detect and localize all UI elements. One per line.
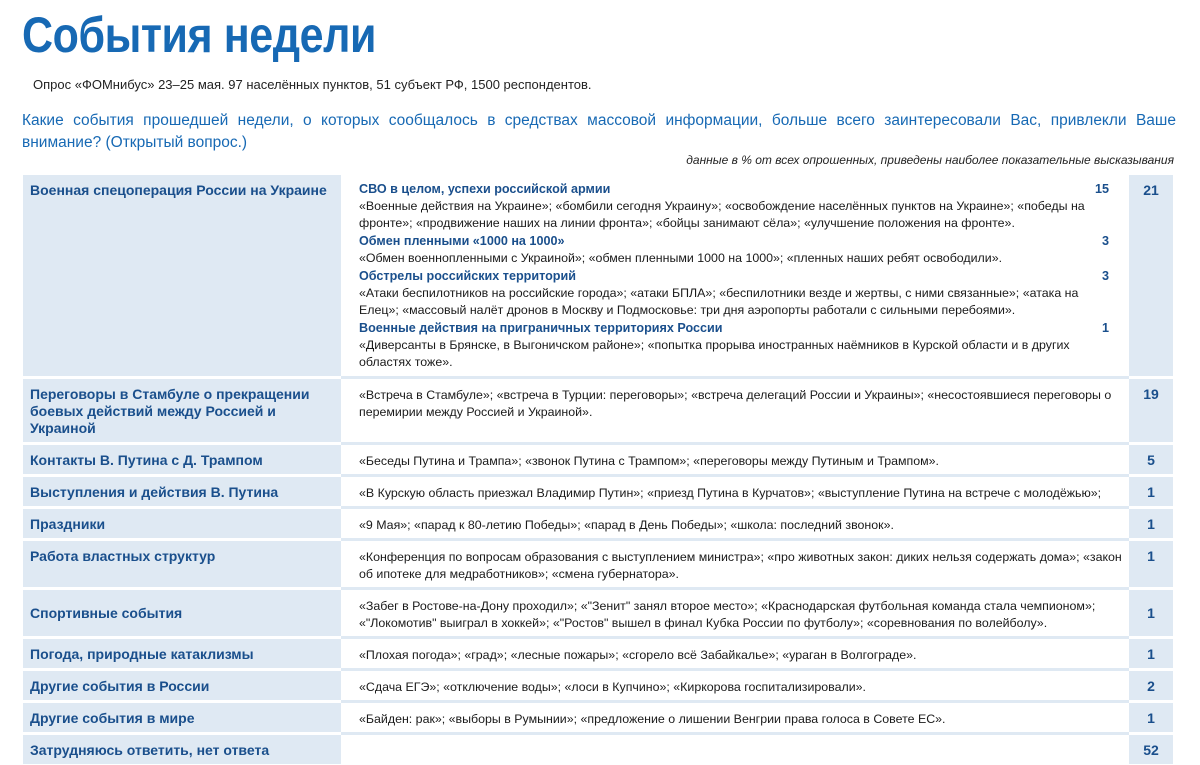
- category-label: Другие события в мире: [23, 703, 341, 735]
- total-value: 5: [1129, 445, 1173, 477]
- table-row: [23, 639, 1173, 671]
- quotes-text: «Беседы Путина и Трампа»; «звонок Путина с Трампом»; «переговоры между Путиным и Трампом».: [341, 445, 1129, 477]
- table-row: [23, 509, 1173, 541]
- subcategory-title: Обстрелы российских территорий: [359, 269, 576, 283]
- subcategory-value: 3: [1101, 234, 1109, 248]
- subcategory-header: [359, 233, 1111, 250]
- details-cell: [341, 175, 1129, 379]
- category-label: Спортивные события: [23, 590, 341, 639]
- survey-info: Опрос «ФОМнибус» 23–25 мая. 97 населённых пунктов, 51 субъект РФ, 1500 респондентов.: [33, 77, 592, 92]
- category-label: Выступления и действия В. Путина: [23, 477, 341, 509]
- category-label: Работа властных структур: [23, 541, 341, 590]
- quotes-text: «Атаки беспилотников на российские города»; «атаки БПЛА»; «беспилотники везде и жертвы, с ними связанные»; «атака на Елец»; «массовый налёт дронов в Москву и Подмосковье: три дня аэропорты работали с сильными перебоями».: [359, 286, 1079, 317]
- subcategory-header: [359, 268, 1111, 285]
- total-value: 1: [1129, 477, 1173, 509]
- category-label: Военная спецоперация России на Украине: [23, 175, 341, 379]
- quotes-text: «Военные действия на Украине»; «бомбили сегодня Украину»; «освобождение населённых пунктов на Украине»; «победы на фронте»; «продвижение наших на линии фронта»; «бойцы занимают сёла»; «улучшение положения на фронте».: [359, 199, 1085, 230]
- quotes-text: «Диверсанты в Брянске, в Выгоничском районе»; «попытка прорыва иностранных наёмников в Курской области и в других областях тоже».: [359, 338, 1070, 369]
- quotes-text: «Забег в Ростове-на-Дону проходил»; «"Зенит" занял второе место»; «Краснодарская футбольная команда стала чемпионом»; «"Локомотив" выиграл в хоккей»; «"Ростов" вышел в финал Кубка России по футболу»; «соревнования по волейболу».: [341, 590, 1129, 639]
- table-row: [23, 541, 1173, 590]
- quotes-text: «Сдача ЕГЭ»; «отключение воды»; «лоси в Купчино»; «Киркорова госпитализировали».: [341, 671, 1129, 703]
- total-value: 19: [1129, 379, 1173, 445]
- results-table: [23, 175, 1173, 764]
- table-row: [23, 477, 1173, 509]
- subcategory-value: 1: [1101, 321, 1109, 335]
- quotes-text: «9 Мая»; «парад к 80-летию Победы»; «парад в День Победы»; «школа: последний звонок».: [341, 509, 1129, 541]
- table-row: [23, 590, 1173, 639]
- data-note: данные в % от всех опрошенных, приведены наиболее показательные высказывания: [686, 153, 1174, 167]
- table-row: [23, 703, 1173, 735]
- subcategory-value: 3: [1101, 269, 1109, 283]
- total-value: 1: [1129, 541, 1173, 590]
- subcategory-title: СВО в целом, успехи российской армии: [359, 182, 611, 196]
- category-label: Другие события в России: [23, 671, 341, 703]
- total-value: 1: [1129, 590, 1173, 639]
- total-value: 1: [1129, 509, 1173, 541]
- question-text: Какие события прошедшей недели, о которых сообщалось в средствах массовой информации, больше всего заинтересовали Вас, привлекли Ваше внимание? (Открытый вопрос.): [22, 112, 1176, 151]
- quotes-text: «Обмен военнопленными с Украиной»; «обмен пленными 1000 на 1000»; «пленных наших ребят освободили».: [359, 251, 1003, 265]
- quotes-text: [341, 735, 1129, 764]
- quotes-text: «Байден: рак»; «выборы в Румынии»; «предложение о лишении Венгрии права голоса в Совете ЕС».: [341, 703, 1129, 735]
- total-value: 2: [1129, 671, 1173, 703]
- table-row: [23, 175, 1173, 379]
- subcategory-header: [359, 320, 1111, 337]
- category-label: Затрудняюсь ответить, нет ответа: [23, 735, 341, 764]
- category-label: Погода, природные катаклизмы: [23, 639, 341, 671]
- total-value: 21: [1129, 175, 1173, 379]
- quotes-text: «В Курскую область приезжал Владимир Путин»; «приезд Путина в Курчатов»; «выступление Путина на встрече с молодёжью»;: [341, 477, 1129, 509]
- table-row: [23, 735, 1173, 764]
- total-value: 1: [1129, 639, 1173, 671]
- subcategory-header: [359, 181, 1111, 198]
- total-value: 52: [1129, 735, 1173, 764]
- total-value: 1: [1129, 703, 1173, 735]
- category-label: Переговоры в Стамбуле о прекращении боевых действий между Россией и Украиной: [23, 379, 341, 445]
- table-row: [23, 445, 1173, 477]
- page-title: События недели: [22, 7, 376, 63]
- category-label: Праздники: [23, 509, 341, 541]
- subcategory-value: 15: [1094, 182, 1109, 196]
- quotes-text: «Конференция по вопросам образования с выступлением министра»; «про животных закон: диких нельзя содержать дома»; «закон об ипотеке для медработников»; «смена губернатора».: [341, 541, 1129, 590]
- table-row: [23, 671, 1173, 703]
- category-label: Контакты В. Путина с Д. Трампом: [23, 445, 341, 477]
- quotes-text: «Плохая погода»; «град»; «лесные пожары»; «сгорело всё Забайкалье»; «ураган в Волгограде».: [341, 639, 1129, 671]
- subcategory-title: Обмен пленными «1000 на 1000»: [359, 234, 565, 248]
- quotes-text: «Встреча в Стамбуле»; «встреча в Турции: переговоры»; «встреча делегаций России и Украины»; «несостоявшиеся переговоры о перемирии между Россией и Украиной».: [341, 379, 1129, 445]
- table-row: [23, 379, 1173, 445]
- subcategory-title: Военные действия на приграничных территориях России: [359, 321, 723, 335]
